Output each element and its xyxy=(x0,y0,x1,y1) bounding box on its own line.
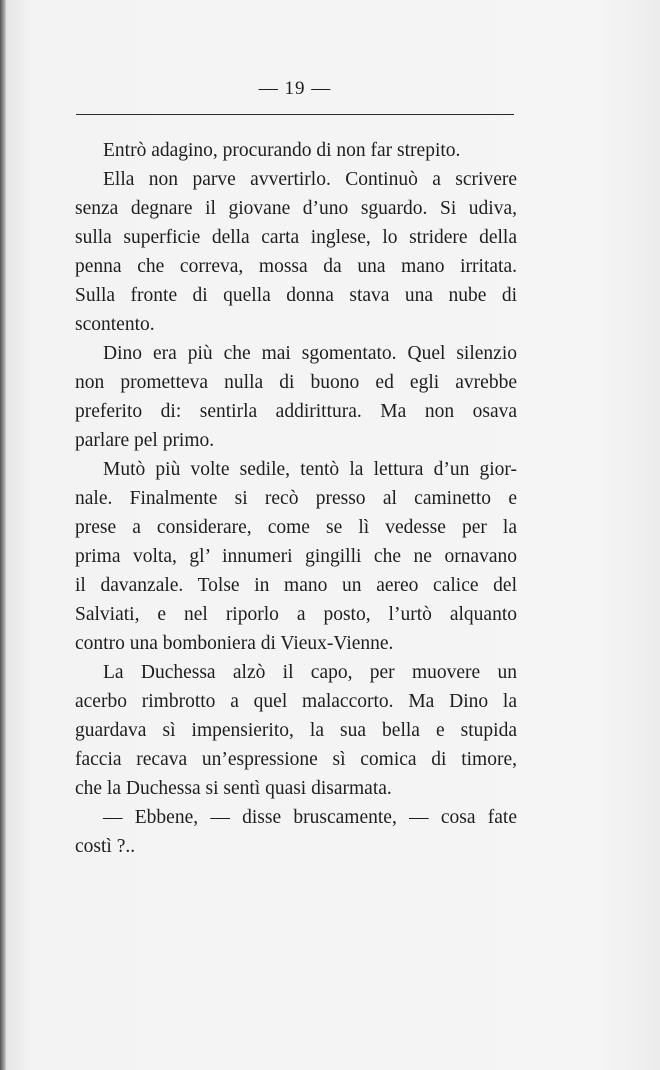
text-line: faccia recava un’espressione sì comica di timore, xyxy=(75,749,517,770)
paragraph-6 xyxy=(75,803,517,861)
paragraph-5 xyxy=(75,658,517,803)
page-binding-edge xyxy=(0,0,6,1070)
page-number: — 19 — xyxy=(258,78,332,99)
text-line: Dino era più che mai sgomentato. Quel silenzio xyxy=(103,343,517,364)
text-line: penna che correva, mossa da una mano irritata. xyxy=(75,256,517,277)
text-line: che la Duchessa si sentì quasi disarmata. xyxy=(75,778,392,799)
text-line: prima volta, gl’ innumeri gingilli che ne ornavano xyxy=(75,546,517,567)
header-rule xyxy=(76,114,514,115)
text-line: nale. Finalmente si recò presso al caminetto e xyxy=(75,488,517,509)
text-line: sulla superficie della carta inglese, lo stridere della xyxy=(75,227,517,248)
paragraph-3 xyxy=(75,339,517,455)
text-line: scontento. xyxy=(75,314,155,335)
text-line: Entrò adagino, procurando di non far strepito. xyxy=(103,140,461,161)
text-line: Sulla fronte di quella donna stava una nube di xyxy=(75,285,517,306)
body-text xyxy=(75,136,517,861)
text-line: non prometteva nulla di buono ed egli avrebbe xyxy=(75,372,517,393)
text-line: guardava sì impensierito, la sua bella e stupida xyxy=(75,720,517,741)
text-line: contro una bomboniera di Vieux-Vienne. xyxy=(75,633,394,654)
text-line: senza degnare il giovane d’uno sguardo. Si udiva, xyxy=(75,198,517,219)
text-line: acerbo rimbrotto a quel malaccorto. Ma Dino la xyxy=(75,691,517,712)
text-line: Mutò più volte sedile, tentò la lettura d’un gior- xyxy=(103,459,517,480)
text-line: La Duchessa alzò il capo, per muovere un xyxy=(103,662,517,683)
paragraph-4 xyxy=(75,455,517,658)
text-line: prese a considerare, come se lì vedesse per la xyxy=(75,517,517,538)
text-line: — Ebbene, — disse bruscamente, — cosa fate xyxy=(103,807,517,828)
text-line: Salviati, e nel riporlo a posto, l’urtò alquanto xyxy=(75,604,517,625)
text-line: il davanzale. Tolse in mano un aereo calice del xyxy=(75,575,517,596)
text-line: preferito di: sentirla addirittura. Ma non osava xyxy=(75,401,517,422)
paragraph-2 xyxy=(75,165,517,339)
text-line: costì ?.. xyxy=(75,836,136,857)
text-line: parlare pel primo. xyxy=(75,430,215,451)
text-line: Ella non parve avvertirlo. Continuò a scrivere xyxy=(103,169,517,190)
paragraph-1 xyxy=(75,136,517,165)
